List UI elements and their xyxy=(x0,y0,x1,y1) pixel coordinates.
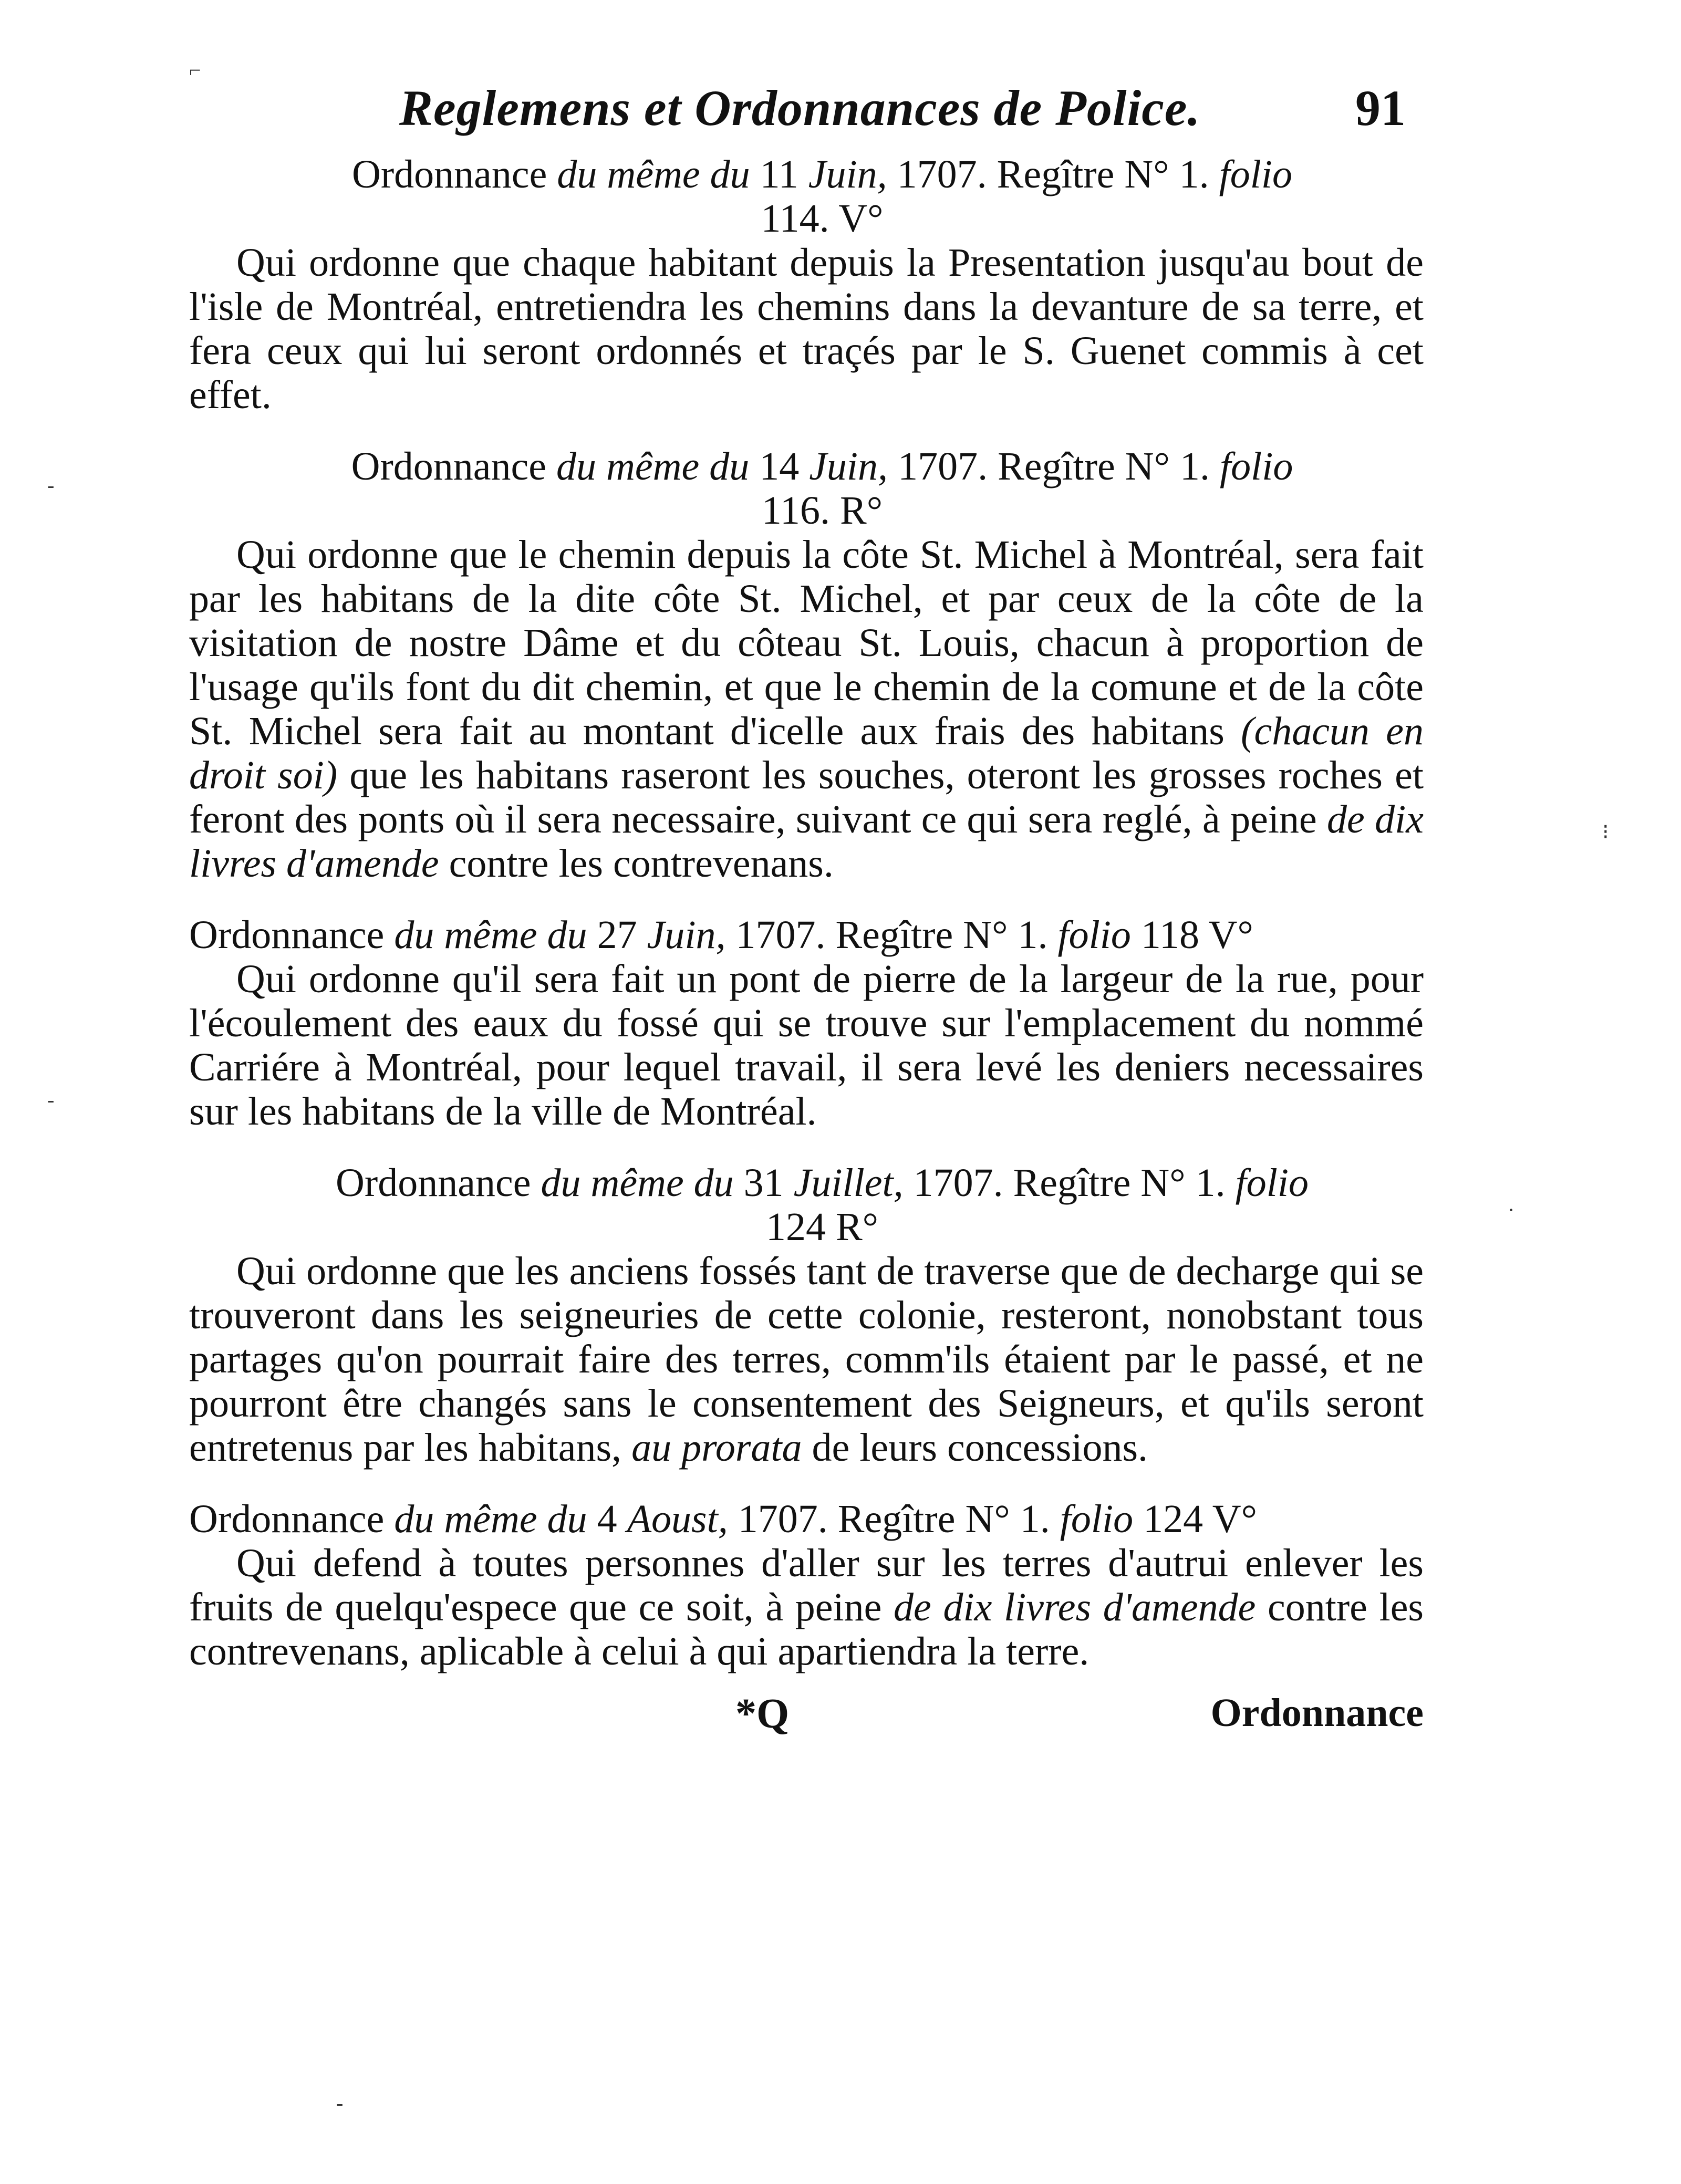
ordinance-heading: Ordonnance du même du 27 Juin, 1707. Regître N° 1. folio 118 V° xyxy=(189,913,1253,957)
page-footer xyxy=(189,1690,1424,1748)
ordinance-entry xyxy=(189,444,1424,886)
ordinance-text: Qui ordonne que chaque habitant depuis la Presentation jusqu'au bout de l'isle de Montréal, entretiendra les chemins dans la devanture de sa terre, et fera ceux qui lui seront ordonnés et traçés par le S. Guenet commis à cet effet. xyxy=(189,241,1424,417)
scan-speck: ⁝ xyxy=(1602,820,1609,844)
folio-reference: 114. V° xyxy=(761,196,884,241)
scan-speck: ⌐ xyxy=(189,58,201,82)
ordinance-heading: Ordonnance du même du 11 Juin, 1707. Regître N° 1. folio 114. V° xyxy=(351,152,1292,241)
ordinance-text: Qui ordonne que les anciens fossés tant de traverse que de decharge qui se trouveront dans les seigneuries de cette colonie, resteront, nonobstant tous partages qu'on pourrait faire des terres, comm'ils étaient par le passé, et ne pourront être changés sans le consentement des Seigneurs, et qu'ils seront entretenus par les habitans, au prorata de leurs concessions. xyxy=(189,1249,1424,1470)
running-title: Reglemens et Ordonnances de Police. xyxy=(399,80,1201,136)
ordinance-entry xyxy=(189,152,1424,417)
scan-speck: · xyxy=(1508,1198,1515,1222)
ordinance-text: Qui defend à toutes personnes d'aller sur les terres d'autrui enlever les fruits de quelqu'espece que ce soit, à peine de dix livres d'amende contre les contrevenans, aplicable à celui à qui apartiendra la terre. xyxy=(189,1541,1424,1673)
folio-reference: 118 V° xyxy=(1130,913,1253,957)
ordinance-heading: Ordonnance du même du 4 Aoust, 1707. Regître N° 1. folio 124 V° xyxy=(189,1497,1257,1541)
ordinance-heading: Ordonnance du même du 31 Juillet, 1707. Regître N° 1. folio 124 R° xyxy=(336,1161,1309,1249)
catchword: Ordonnance xyxy=(1210,1691,1424,1735)
scan-speck: - xyxy=(336,2091,344,2115)
folio-reference: 124 V° xyxy=(1133,1497,1257,1541)
page-content xyxy=(189,152,1424,1748)
folio-reference: 116. R° xyxy=(761,488,883,533)
signature-mark: *Q xyxy=(735,1691,790,1737)
scan-speck: - xyxy=(47,473,55,497)
ordinance-entry xyxy=(189,913,1424,1133)
scan-speck: - xyxy=(47,1088,55,1111)
ordinance-heading: Ordonnance du même du 14 Juin, 1707. Regître N° 1. folio 116. R° xyxy=(351,444,1293,533)
folio-reference: 124 R° xyxy=(765,1205,879,1249)
ordinance-text: Qui ordonne qu'il sera fait un pont de pierre de la largeur de la rue, pour l'écoulement des eaux du fossé qui se trouve sur l'emplacement du nommé Carriére à Montréal, pour lequel travail, il sera levé les deniers necessaires sur les habitans de la ville de Montréal. xyxy=(189,957,1424,1133)
page-number: 91 xyxy=(1355,80,1406,136)
ordinance-entry xyxy=(189,1161,1424,1470)
ordinance-text: Qui ordonne que le chemin depuis la côte St. Michel à Montréal, sera fait par les habitans de la dite côte St. Michel, et par ceux de la côte de la visitation de nostre Dâme et du côteau St. Louis, chacun à proportion de l'usage qu'ils font du dit chemin, et que le chemin de la comune et de la côte St. Michel sera fait au montant d'icelle aux frais des habitans (chacun en droit soi) que les habitans raseront les souches, oteront les grosses roches et feront des ponts où il sera necessaire, suivant ce qui sera reglé, à peine de dix livres d'amende contre les contrevenans. xyxy=(189,533,1424,886)
ordinance-entry xyxy=(189,1497,1424,1673)
